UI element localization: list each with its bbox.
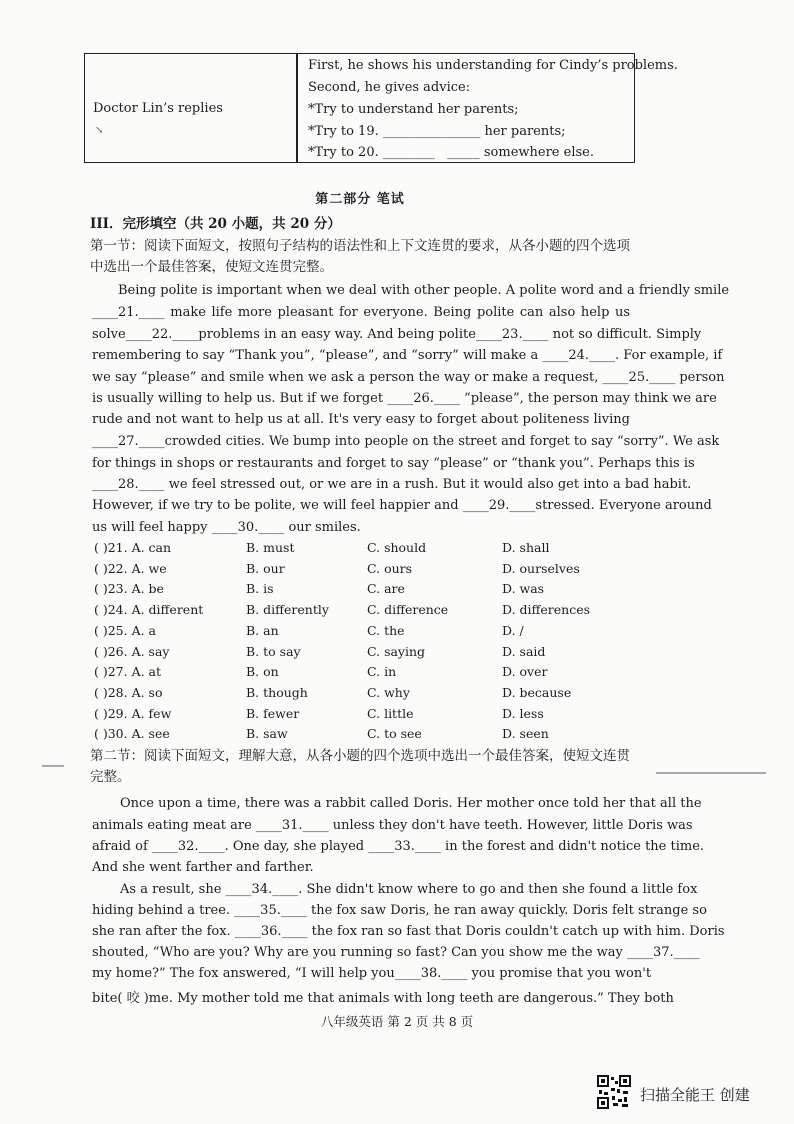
option-c: C. difference: [367, 602, 449, 618]
passage1-line: is usually willing to help us. But if we forget ____26.____ “please”, the person may think we are: [92, 391, 717, 406]
section-title: III．完形填空（共 20 小题，共 20 分）: [90, 216, 341, 232]
question-option-a: ( )30. A. see: [94, 726, 170, 742]
passage1-line: rude and not want to help us at all. It's very easy to forget about politeness living: [92, 412, 630, 427]
passage1-line: for things in shops or restaurants and forget to say “please” or “thank you”. Perhaps this is: [92, 456, 695, 471]
option-c: C. to see: [367, 726, 422, 742]
option-d: D. less: [502, 705, 544, 721]
option-b: B. though: [246, 684, 308, 700]
table-row-header: Doctor Lin’s replies: [93, 101, 223, 116]
page-footer: 八年级英语 第 2 页 共 8 页: [320, 1014, 474, 1029]
question-option-a: ( )29. A. few: [94, 705, 172, 721]
option-d: D. because: [502, 684, 572, 700]
option-b: B. differently: [246, 602, 329, 618]
passage2-line: my home?” The fox answered, “I will help you____38.____ you promise that you won't: [92, 966, 652, 981]
option-c: C. little: [367, 705, 414, 721]
option-b: B. on: [246, 664, 279, 680]
option-b: B. is: [246, 581, 274, 597]
option-c: C. should: [367, 540, 427, 555]
option-b: B. an: [246, 622, 279, 638]
option-c: C. in: [367, 664, 397, 680]
question-option-a: ( )24. A. different: [94, 602, 204, 618]
option-c: C. why: [367, 684, 410, 700]
scan-smudge: [656, 772, 766, 774]
scan-smudge: [42, 765, 64, 767]
passage1-line: ____21.____ make life more pleasant for everyone. Being polite can also help us: [92, 305, 630, 320]
passage1-line: remembering to say “Thank you”, “please”, and “sorry” will make a ____24.____. For example, if: [92, 348, 723, 363]
qr-code-icon: [597, 1075, 631, 1109]
option-d: D. seen: [502, 726, 549, 742]
question-option-a: ( )28. A. so: [94, 684, 163, 700]
option-d: D. was: [502, 581, 545, 597]
option-b: B. our: [246, 560, 285, 576]
passage1-line: we say “please” and smile when we ask a person the way or make a request, ____25.____ person: [92, 370, 725, 385]
option-c: C. ours: [367, 560, 413, 576]
passage2-line: animals eating meat are ____31.____ unless they don't have teeth. However, little Doris was: [92, 818, 693, 833]
question-option-a: ( )26. A. say: [94, 643, 170, 659]
passage1-line: ____27.____crowded cities. We bump into people on the street and forget to say “sorry”. We ask: [92, 434, 720, 449]
option-d: D. over: [502, 664, 548, 680]
section2-instructions: 第二节：阅读下面短文，理解大意，从各小题的四个选项中选出一个最佳答案，使短文连贯完整。: [90, 748, 630, 785]
pen-mark: ↘: [95, 125, 104, 136]
option-c: C. the: [367, 622, 405, 638]
table-line: Second, he gives advice:: [308, 80, 471, 95]
passage2-line: bite( 咬 )me. My mother told me that animals with long teeth are dangerous.” They both: [92, 991, 674, 1006]
table-line-blank-20: *Try to 20. ________ _____ somewhere else.: [308, 145, 594, 160]
question-option-a: ( )23. A. be: [94, 581, 164, 597]
option-c: C. are: [367, 581, 405, 597]
part-title: 第二部分 笔试: [315, 192, 405, 207]
question-option-a: ( )21. A. can: [94, 540, 172, 555]
table-column-divider: [296, 54, 298, 162]
table-line-blank-19: *Try to 19. _______________ her parents;: [308, 124, 566, 139]
question-option-a: ( )25. A. a: [94, 622, 157, 638]
option-d: D. /: [502, 622, 524, 638]
passage2-line: hiding behind a tree. ____35.____ the fox saw Doris, he ran away quickly. Doris felt strange so: [92, 903, 707, 918]
passage2-line: And she went farther and farther.: [92, 860, 314, 875]
option-c: C. saying: [367, 643, 426, 659]
passage1-line: However, if we try to be polite, we will feel happier and ____29.____stressed. Everyone around: [92, 498, 712, 513]
table-line: First, he shows his understanding for Cindy’s problems.: [308, 58, 678, 73]
passage1-line: ____28.____ we feel stressed out, or we are in a rush. But it would also get into a bad habit.: [92, 477, 692, 492]
option-d: D. said: [502, 643, 546, 659]
question-option-a: ( )27. A. at: [94, 664, 162, 680]
passage2-line: As a result, she ____34.____. She didn't know where to go and then she found a little fox: [120, 882, 698, 897]
option-b: B. must: [246, 540, 295, 555]
option-b: B. to say: [246, 643, 301, 659]
question-option-a: ( )22. A. we: [94, 560, 167, 576]
scanner-watermark-label: 扫描全能王 创建: [640, 1086, 750, 1104]
passage2-line: Once upon a time, there was a rabbit called Doris. Her mother once told her that all the: [120, 796, 702, 811]
passage1-line: us will feel happy ____30.____ our smiles.: [92, 520, 361, 535]
passage1-line: solve____22.____problems in an easy way. And being polite____23.____ not so difficult. Simply: [92, 327, 702, 342]
passage2-line: shouted, “Who are you? Why are you running so fast? Can you show me the way ____37.____: [92, 945, 700, 960]
option-b: B. fewer: [246, 705, 300, 721]
option-b: B. saw: [246, 726, 288, 742]
option-d: D. ourselves: [502, 560, 580, 576]
table-line: *Try to understand her parents;: [308, 102, 519, 117]
option-d: D. shall: [502, 540, 550, 555]
option-d: D. differences: [502, 602, 591, 618]
section1-instructions: 第一节：阅读下面短文，按照句子结构的语法性和上下文连贯的要求，从各小题的四个选项中选出一个最佳答案，使短文连贯完整。: [90, 238, 630, 275]
passage2-line: afraid of ____32.____. One day, she played ____33.____ in the forest and didn't notice the time.: [92, 839, 705, 854]
passage2-line: she ran after the fox. ____36.____ the fox ran so fast that Doris couldn't catch up with him. Doris: [92, 924, 725, 939]
advice-table: [84, 53, 678, 163]
passage1-line: Being polite is important when we deal with other people. A polite word and a friendly smile: [118, 283, 730, 298]
